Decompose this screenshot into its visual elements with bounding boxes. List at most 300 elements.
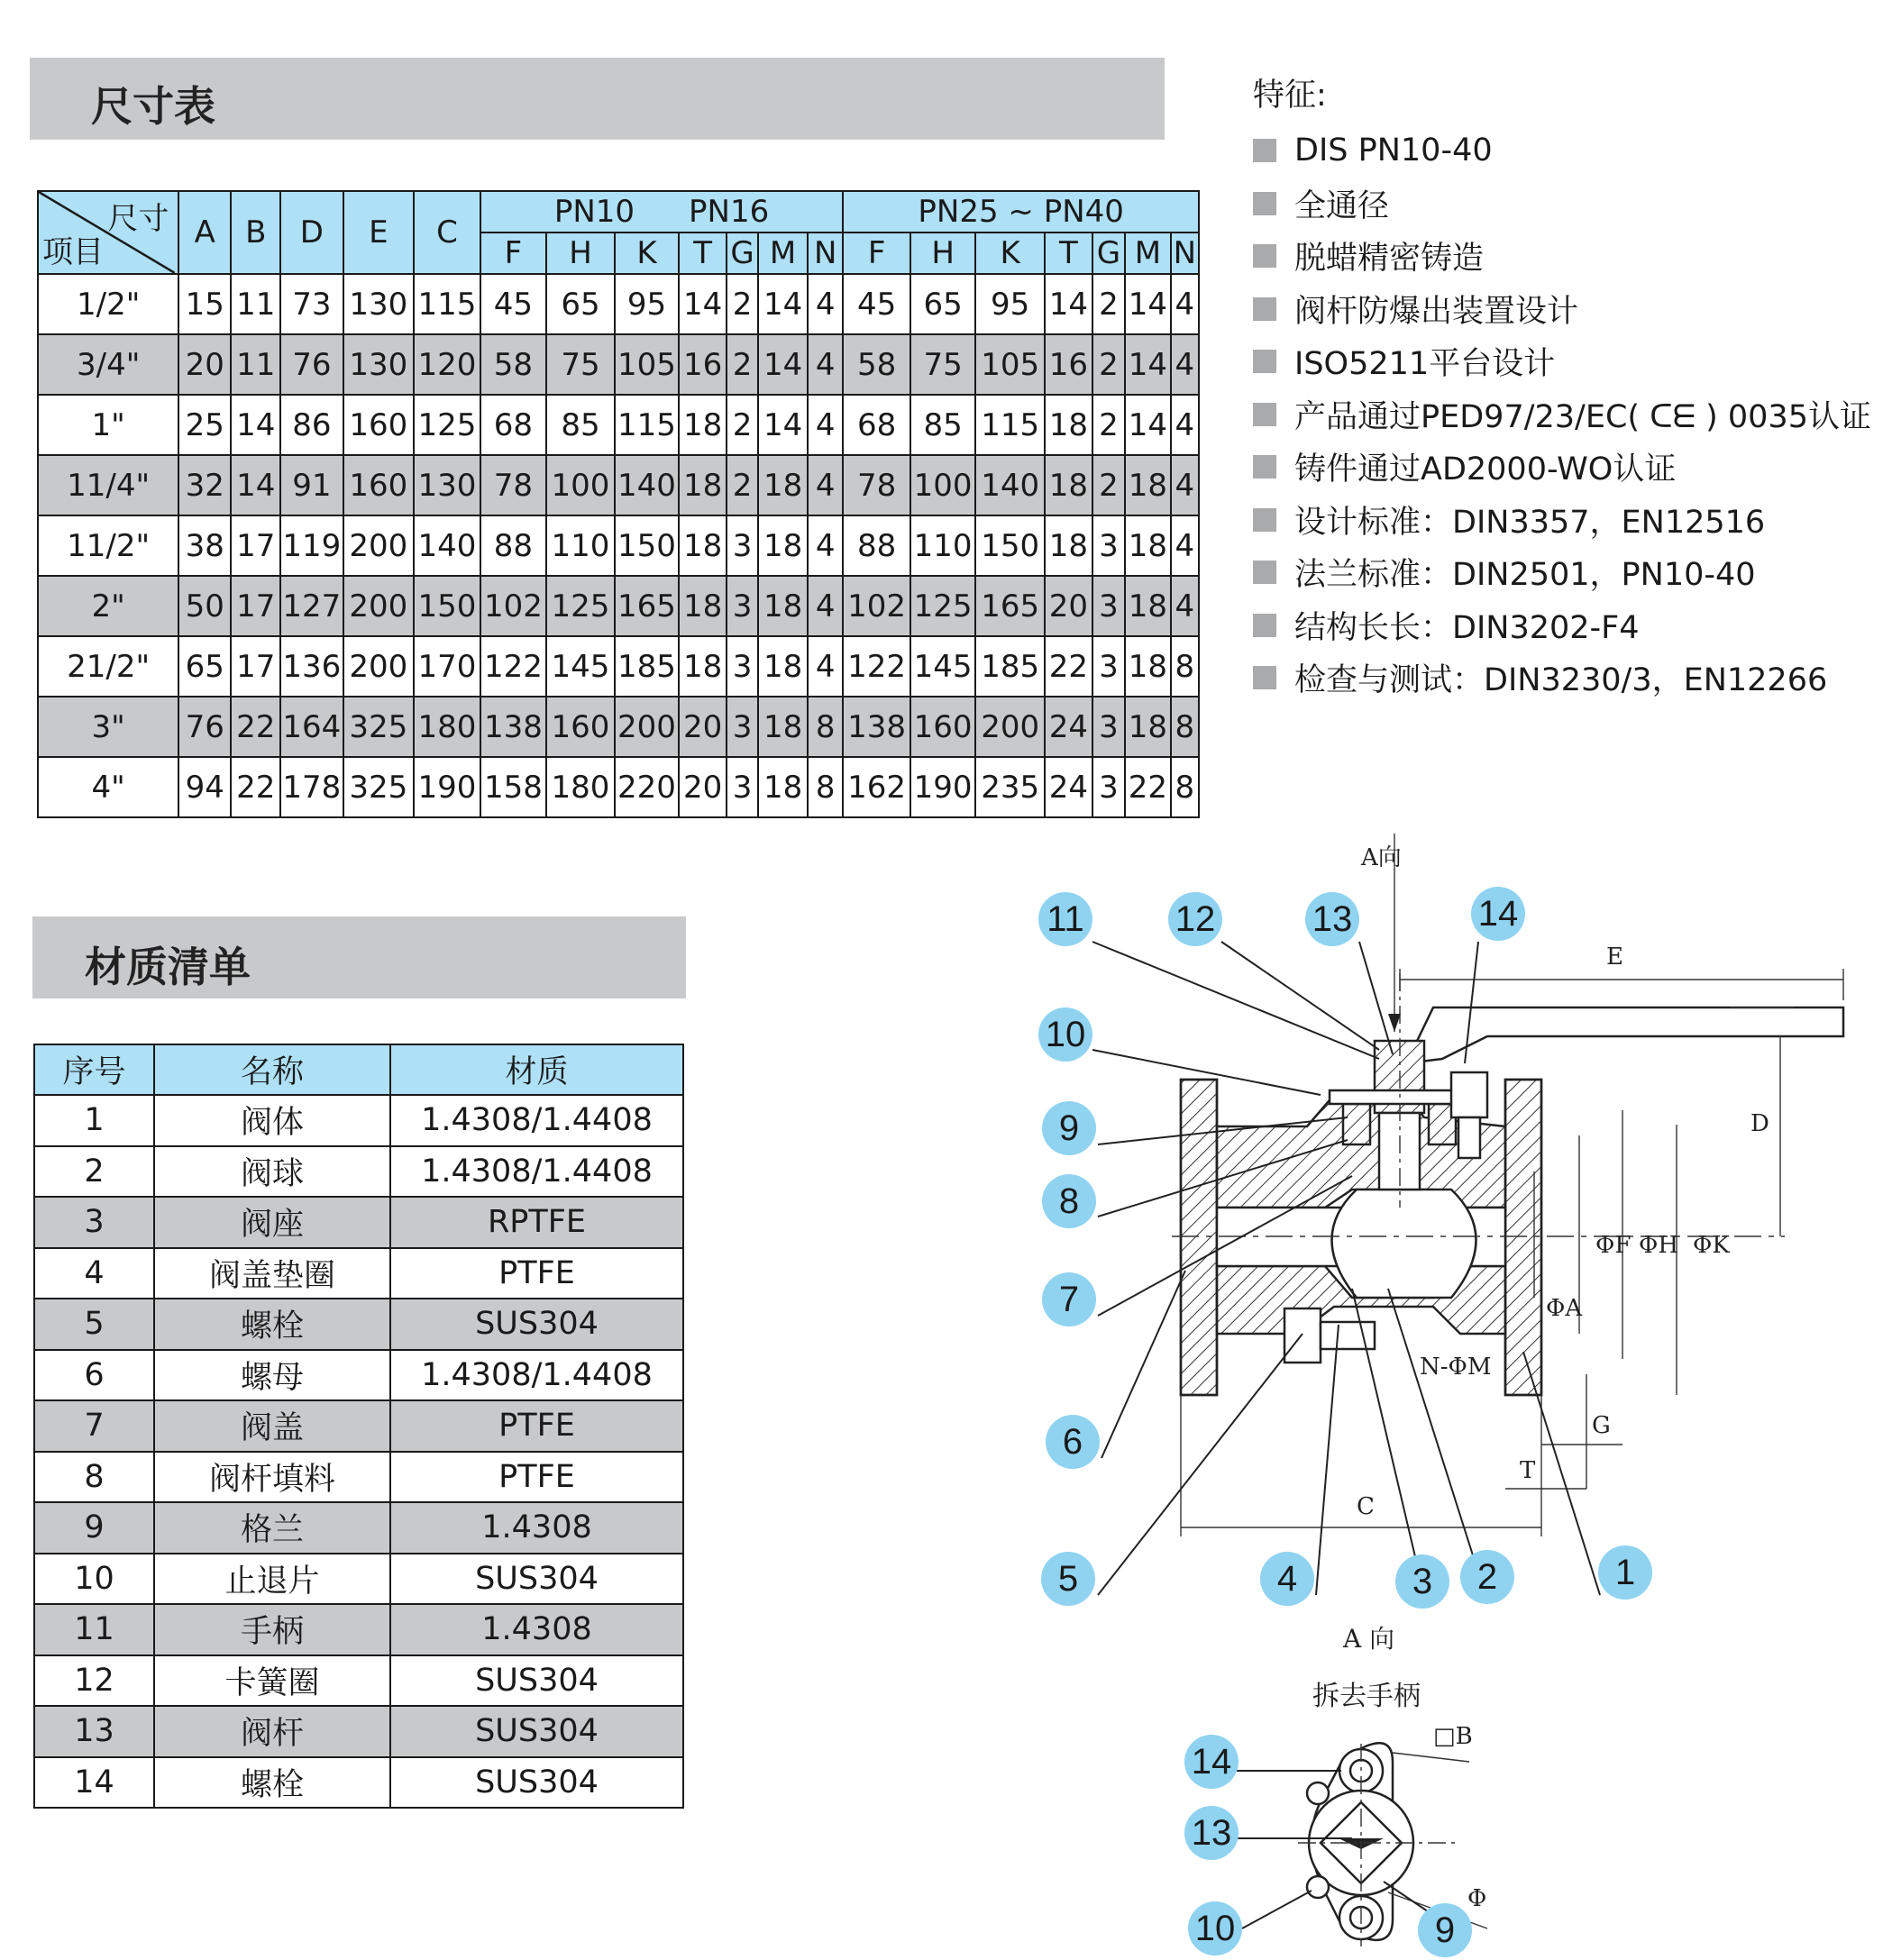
material-no-cell: 5	[34, 1299, 154, 1350]
features-title: 特征:	[1253, 77, 1327, 114]
value-cell: 165	[975, 576, 1045, 636]
callout-badge	[1184, 1806, 1239, 1860]
callout-badge	[1460, 1550, 1514, 1604]
feature-text: DIS PN10-40	[1294, 132, 1493, 169]
value-cell: 4	[1171, 274, 1199, 334]
dim-label-b: □B	[1433, 1723, 1473, 1750]
value-cell: 162	[843, 757, 910, 817]
value-cell: 190	[910, 757, 975, 817]
value-cell: 18	[1045, 455, 1092, 515]
value-cell: 18	[679, 395, 727, 455]
value-cell: 3	[1092, 576, 1125, 636]
header-d: D	[280, 191, 343, 274]
value-cell: 4	[808, 395, 843, 455]
value-cell: 145	[546, 636, 615, 697]
value-cell: 18	[1125, 455, 1171, 515]
value-cell: 3	[1092, 697, 1125, 757]
material-name-cell: 螺母	[154, 1350, 390, 1401]
value-cell: 3	[727, 697, 758, 757]
dimension-section-title: 尺寸表	[91, 82, 215, 131]
value-cell: 20	[679, 697, 727, 757]
value-cell: 95	[615, 274, 679, 334]
material-section-title: 材质清单	[85, 943, 251, 991]
value-cell: 11	[231, 334, 280, 395]
callout-badge	[1168, 892, 1222, 946]
sub-header-g-pn25: G	[1092, 232, 1125, 274]
value-cell: 127	[280, 576, 343, 636]
material-no-cell: 3	[34, 1197, 154, 1248]
value-cell: 22	[1125, 757, 1171, 817]
callout-badge	[1418, 1903, 1472, 1957]
value-cell: 136	[280, 636, 343, 697]
material-name-cell: 止退片	[154, 1554, 390, 1605]
value-cell: 2	[727, 274, 758, 334]
feature-text: 检查与测试：DIN3230/3，EN12266	[1294, 662, 1828, 699]
sub-header-n-pn25: N	[1171, 232, 1199, 274]
value-cell: 76	[178, 697, 231, 757]
value-cell: 65	[910, 274, 975, 334]
callout-badge	[1395, 1554, 1449, 1609]
material-no-cell: 2	[34, 1146, 154, 1198]
size-cell: 1"	[38, 395, 178, 455]
value-cell: 18	[679, 455, 727, 515]
value-cell: 17	[231, 576, 280, 636]
value-cell: 190	[414, 757, 480, 817]
dim-label-d: D	[1750, 1110, 1769, 1137]
header-pn16: PN16	[689, 194, 770, 230]
value-cell: 14	[231, 395, 280, 455]
value-cell: 185	[615, 636, 679, 697]
value-cell: 105	[975, 334, 1045, 395]
value-cell: 4	[808, 576, 843, 636]
value-cell: 20	[679, 757, 727, 817]
material-material-cell: SUS304	[390, 1299, 683, 1350]
value-cell: 22	[1045, 636, 1092, 697]
material-material-cell: 1.4308/1.4408	[390, 1095, 683, 1146]
value-cell: 120	[414, 334, 480, 395]
value-cell: 75	[546, 334, 615, 395]
value-cell: 88	[480, 515, 547, 576]
callout-number: 14	[1191, 1742, 1232, 1782]
callout-number: 11	[1047, 899, 1084, 939]
value-cell: 73	[280, 274, 343, 334]
value-cell: 94	[178, 757, 231, 817]
value-cell: 85	[910, 395, 975, 455]
callout-number: 13	[1312, 899, 1353, 939]
callout-number: 9	[1058, 1108, 1080, 1148]
value-cell: 32	[178, 455, 231, 515]
value-cell: 140	[615, 455, 679, 515]
value-cell: 2	[727, 334, 758, 395]
value-cell: 68	[480, 395, 547, 455]
callout-badge	[1471, 887, 1525, 941]
callout-badge	[1046, 1415, 1100, 1469]
value-cell: 11	[231, 274, 280, 334]
dim-label-e: E	[1606, 944, 1623, 971]
material-name-cell: 阀杆填料	[154, 1452, 390, 1503]
value-cell: 65	[178, 636, 231, 697]
material-name-cell: 阀盖	[154, 1400, 390, 1452]
value-cell: 4	[808, 515, 843, 576]
value-cell: 14	[679, 274, 727, 334]
callout-number: 3	[1412, 1562, 1433, 1601]
material-name-cell: 螺栓	[154, 1299, 390, 1350]
value-cell: 18	[1125, 515, 1171, 576]
value-cell: 4	[808, 274, 843, 334]
dim-label-h: ΦH	[1639, 1232, 1678, 1259]
material-name-cell: 阀盖垫圈	[154, 1248, 390, 1299]
value-cell: 3	[727, 576, 758, 636]
value-cell: 17	[231, 636, 280, 697]
callout-number: 2	[1476, 1557, 1498, 1597]
value-cell: 8	[1171, 636, 1199, 697]
material-material-cell: SUS304	[390, 1706, 683, 1757]
material-name-cell: 手柄	[154, 1604, 390, 1655]
handle-part	[1406, 1007, 1843, 1063]
value-cell: 2	[727, 395, 758, 455]
callout-badge	[1042, 1272, 1096, 1326]
value-cell: 68	[843, 395, 910, 455]
value-cell: 18	[679, 636, 727, 697]
value-cell: 14	[231, 455, 280, 515]
value-cell: 88	[843, 515, 910, 576]
value-cell: 3	[727, 636, 758, 697]
value-cell: 164	[280, 697, 343, 757]
value-cell: 3	[727, 757, 758, 817]
value-cell: 2	[1092, 395, 1125, 455]
value-cell: 2	[1092, 274, 1125, 334]
callout-number: 13	[1191, 1813, 1232, 1853]
value-cell: 8	[808, 757, 843, 817]
sub-header-f-pn25: F	[843, 232, 910, 274]
value-cell: 325	[343, 697, 415, 757]
dim-label-phi: Φ	[1467, 1885, 1487, 1912]
value-cell: 115	[975, 395, 1045, 455]
value-cell: 122	[480, 636, 547, 697]
material-material-cell: 1.4308	[390, 1502, 683, 1554]
material-name-cell: 卡簧圈	[154, 1655, 390, 1707]
callout-badge	[1041, 1552, 1095, 1606]
value-cell: 85	[546, 395, 615, 455]
callout-badge	[1188, 1901, 1242, 1955]
callout-number: 7	[1058, 1280, 1080, 1319]
value-cell: 15	[178, 274, 231, 334]
value-cell: 160	[343, 395, 415, 455]
material-name-cell: 阀座	[154, 1197, 390, 1248]
dim-label-a: ΦA	[1546, 1295, 1583, 1322]
size-cell: 21/2"	[38, 636, 178, 697]
value-cell: 150	[414, 576, 480, 636]
material-material-cell: PTFE	[390, 1248, 683, 1299]
value-cell: 185	[975, 636, 1045, 697]
value-cell: 2	[727, 455, 758, 515]
value-cell: 158	[480, 757, 547, 817]
value-cell: 115	[414, 274, 480, 334]
value-cell: 115	[615, 395, 679, 455]
value-cell: 235	[975, 757, 1045, 817]
bolt-bottom	[1284, 1308, 1375, 1363]
callout-badge	[1305, 892, 1359, 946]
value-cell: 78	[843, 455, 910, 515]
dim-label-k: ΦK	[1693, 1232, 1730, 1259]
material-no-cell: 11	[34, 1604, 154, 1655]
value-cell: 138	[480, 697, 547, 757]
material-no-cell: 8	[34, 1452, 154, 1503]
value-cell: 18	[758, 455, 808, 515]
feature-text: 法兰标准：DIN2501，PN10-40	[1294, 557, 1756, 594]
sub-header-t-pn25: T	[1045, 232, 1092, 274]
value-cell: 200	[343, 576, 415, 636]
callout-badge	[1598, 1545, 1652, 1600]
value-cell: 22	[231, 697, 280, 757]
value-cell: 45	[843, 274, 910, 334]
callout-number: 8	[1058, 1181, 1080, 1221]
feature-text: 结构长长：DIN3202-F4	[1294, 609, 1640, 646]
callout-badge	[1184, 1735, 1239, 1789]
value-cell: 4	[1171, 576, 1199, 636]
value-cell: 180	[414, 697, 480, 757]
value-cell: 22	[231, 757, 280, 817]
value-cell: 4	[808, 334, 843, 395]
callout-number: 4	[1276, 1559, 1298, 1599]
material-no-cell: 12	[34, 1655, 154, 1707]
material-no-cell: 13	[34, 1706, 154, 1757]
value-cell: 86	[280, 395, 343, 455]
value-cell: 2	[1092, 334, 1125, 395]
value-cell: 3	[727, 515, 758, 576]
corner-top-label: 尺寸	[107, 201, 169, 237]
value-cell: 160	[343, 455, 415, 515]
value-cell: 14	[1125, 395, 1171, 455]
sub-header-k-pn25: K	[975, 232, 1045, 274]
value-cell: 14	[1125, 274, 1171, 334]
value-cell: 38	[178, 515, 231, 576]
value-cell: 95	[975, 274, 1045, 334]
material-no-cell: 7	[34, 1400, 154, 1452]
sub-header-t-pn10: T	[679, 232, 727, 274]
value-cell: 102	[843, 576, 910, 636]
dim-label-a-direction: A向	[1361, 844, 1402, 871]
value-cell: 76	[280, 334, 343, 395]
feature-text: ISO5211平台设计	[1294, 346, 1556, 383]
sub-header-n-pn10: N	[808, 232, 843, 274]
value-cell: 58	[480, 334, 547, 395]
material-material-cell: 1.4308/1.4408	[390, 1350, 683, 1401]
sub-header-m-pn10: M	[758, 232, 808, 274]
feature-text: 全通径	[1294, 187, 1390, 224]
value-cell: 150	[975, 515, 1045, 576]
header-no: 序号	[34, 1044, 154, 1095]
header-pn10: PN10	[553, 194, 635, 230]
corner-bottom-label: 项目	[42, 234, 104, 270]
value-cell: 4	[1171, 455, 1199, 515]
material-material-cell: RPTFE	[390, 1197, 683, 1248]
size-cell: 11/4"	[38, 455, 178, 515]
sub-header-k-pn10: K	[615, 232, 679, 274]
material-material-cell: PTFE	[390, 1400, 683, 1452]
view-subtitle: 拆去手柄	[1312, 1681, 1421, 1712]
value-cell: 325	[343, 757, 415, 817]
material-no-cell: 6	[34, 1350, 154, 1401]
value-cell: 145	[910, 636, 975, 697]
value-cell: 75	[910, 334, 975, 395]
header-b: B	[231, 191, 280, 274]
dim-label-g: G	[1592, 1412, 1611, 1439]
value-cell: 160	[546, 697, 615, 757]
material-name-cell: 阀体	[154, 1095, 390, 1146]
value-cell: 8	[1171, 757, 1199, 817]
value-cell: 2	[1092, 455, 1125, 515]
header-a: A	[178, 191, 231, 274]
value-cell: 200	[343, 515, 415, 576]
value-cell: 150	[615, 515, 679, 576]
size-cell: 3"	[38, 697, 178, 757]
value-cell: 100	[910, 455, 975, 515]
value-cell: 170	[414, 636, 480, 697]
value-cell: 18	[758, 757, 808, 817]
feature-text: 脱蜡精密铸造	[1294, 241, 1485, 278]
sub-header-g-pn10: G	[727, 232, 758, 274]
value-cell: 110	[546, 515, 615, 576]
value-cell: 119	[280, 515, 343, 576]
callout-number: 6	[1062, 1422, 1083, 1462]
value-cell: 18	[1125, 576, 1171, 636]
callout-badge	[1260, 1552, 1314, 1606]
value-cell: 140	[414, 515, 480, 576]
value-cell: 18	[679, 515, 727, 576]
value-cell: 65	[546, 274, 615, 334]
callout-badge	[1042, 1101, 1096, 1155]
value-cell: 130	[343, 274, 415, 334]
value-cell: 17	[231, 515, 280, 576]
value-cell: 18	[1125, 697, 1171, 757]
value-cell: 18	[1045, 395, 1092, 455]
value-cell: 130	[343, 334, 415, 395]
material-material-cell: 1.4308	[390, 1604, 683, 1655]
value-cell: 160	[910, 697, 975, 757]
material-no-cell: 1	[34, 1095, 154, 1146]
value-cell: 130	[414, 455, 480, 515]
material-name-cell: 格兰	[154, 1502, 390, 1554]
dim-label-nm: N-ΦM	[1420, 1354, 1492, 1381]
value-cell: 20	[1045, 576, 1092, 636]
value-cell: 125	[546, 576, 615, 636]
size-cell: 2"	[38, 576, 178, 636]
material-name-cell: 阀杆	[154, 1706, 390, 1757]
header-name: 名称	[154, 1044, 390, 1095]
material-name-cell: 阀球	[154, 1146, 390, 1198]
value-cell: 24	[1045, 697, 1092, 757]
value-cell: 125	[910, 576, 975, 636]
size-cell: 3/4"	[38, 334, 178, 395]
sub-header-f-pn10: F	[480, 232, 547, 274]
value-cell: 8	[808, 697, 843, 757]
feature-text: 产品通过PED97/23/EC( ᑕᗴ ) 0035认证	[1294, 398, 1871, 435]
value-cell: 138	[843, 697, 910, 757]
callout-number: 14	[1477, 894, 1519, 934]
sub-header-m-pn25: M	[1125, 232, 1171, 274]
value-cell: 16	[1045, 334, 1092, 395]
dim-label-t: T	[1520, 1457, 1536, 1484]
value-cell: 100	[546, 455, 615, 515]
callout-number: 9	[1434, 1910, 1456, 1950]
dim-label-f: ΦF	[1595, 1232, 1632, 1259]
value-cell: 4	[1171, 334, 1199, 395]
material-material-cell: SUS304	[390, 1757, 683, 1809]
value-cell: 110	[910, 515, 975, 576]
value-cell: 14	[758, 334, 808, 395]
value-cell: 14	[758, 274, 808, 334]
header-group-pn25-pn40: PN25 ~ PN40	[843, 191, 1199, 232]
callout-badge	[1042, 1174, 1096, 1228]
value-cell: 18	[679, 576, 727, 636]
value-cell: 8	[1171, 697, 1199, 757]
value-cell: 140	[975, 455, 1045, 515]
callout-number: 10	[1045, 1015, 1086, 1054]
value-cell: 4	[808, 455, 843, 515]
size-cell: 1/2"	[38, 274, 178, 334]
value-cell: 58	[843, 334, 910, 395]
value-cell: 105	[615, 334, 679, 395]
value-cell: 91	[280, 455, 343, 515]
value-cell: 220	[615, 757, 679, 817]
callout-number: 12	[1175, 899, 1216, 939]
material-material-cell: 1.4308/1.4408	[390, 1146, 683, 1198]
callout-badge	[1038, 1007, 1092, 1062]
value-cell: 200	[343, 636, 415, 697]
value-cell: 178	[280, 757, 343, 817]
callout-number: 5	[1057, 1559, 1079, 1599]
value-cell: 78	[480, 455, 547, 515]
value-cell: 102	[480, 576, 547, 636]
value-cell: 200	[975, 697, 1045, 757]
header-e: E	[343, 191, 415, 274]
material-material-cell: SUS304	[390, 1655, 683, 1707]
material-name-cell: 螺栓	[154, 1757, 390, 1809]
header-material: 材质	[390, 1044, 683, 1095]
dim-label-c: C	[1357, 1493, 1375, 1520]
value-cell: 4	[1171, 395, 1199, 455]
value-cell: 125	[414, 395, 480, 455]
value-cell: 4	[1171, 515, 1199, 576]
value-cell: 3	[1092, 636, 1125, 697]
feature-text: 阀杆防爆出装置设计	[1294, 293, 1579, 330]
material-material-cell: SUS304	[390, 1554, 683, 1605]
value-cell: 14	[1045, 274, 1092, 334]
feature-text: 设计标准：DIN3357，EN12516	[1294, 504, 1766, 541]
size-cell: 11/2"	[38, 515, 178, 576]
value-cell: 200	[615, 697, 679, 757]
sub-header-h-pn25: H	[910, 232, 975, 274]
value-cell: 45	[480, 274, 547, 334]
material-no-cell: 14	[34, 1757, 154, 1809]
view-title: A 向	[1343, 1624, 1395, 1654]
value-cell: 50	[178, 576, 231, 636]
value-cell: 3	[1092, 515, 1125, 576]
value-cell: 18	[758, 576, 808, 636]
material-no-cell: 4	[34, 1248, 154, 1299]
feature-text: 铸件通过AD2000-WO认证	[1294, 451, 1677, 488]
callout-badge	[1038, 892, 1092, 946]
callout-number: 10	[1194, 1909, 1236, 1948]
value-cell: 14	[1125, 334, 1171, 395]
header-c: C	[414, 191, 480, 274]
sub-header-h-pn10: H	[546, 232, 615, 274]
value-cell: 24	[1045, 757, 1092, 817]
value-cell: 18	[1045, 515, 1092, 576]
value-cell: 18	[758, 515, 808, 576]
value-cell: 180	[546, 757, 615, 817]
